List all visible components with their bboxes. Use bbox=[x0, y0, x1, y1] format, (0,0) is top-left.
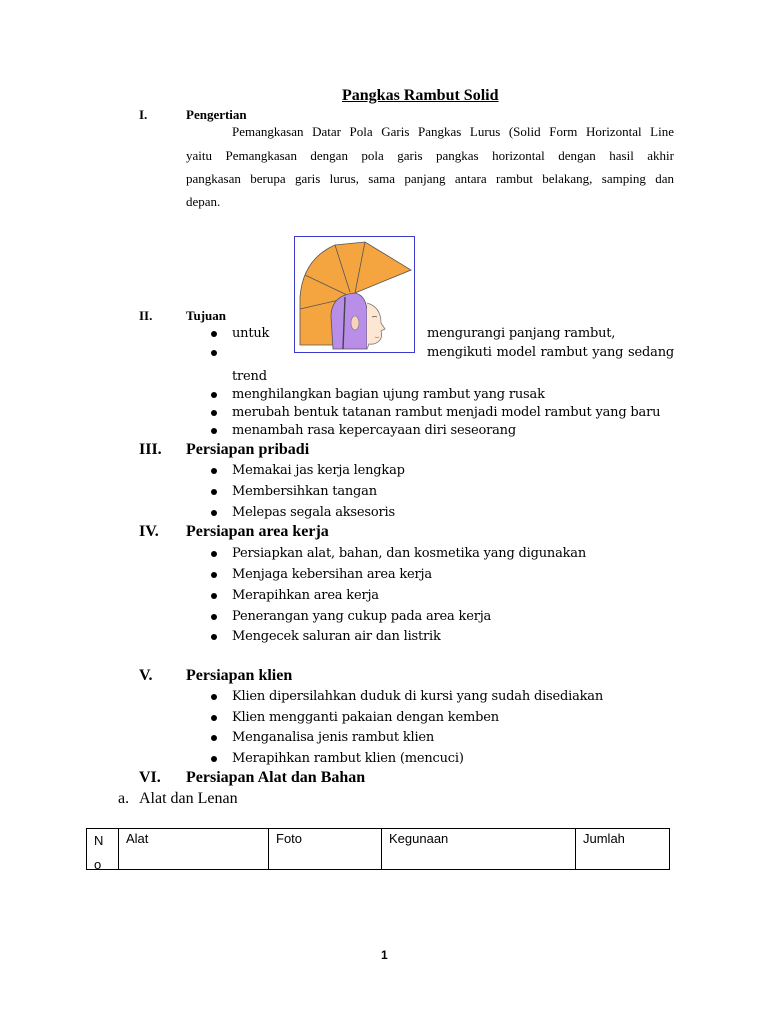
client-prep-item-2: Klien mengganti pakaian dengan kemben bbox=[232, 710, 499, 725]
workarea-item-4: Penerangan yang cukup pada area kerja bbox=[232, 609, 492, 624]
bullet-icon bbox=[211, 593, 217, 599]
section-6-number: VI. bbox=[139, 769, 161, 786]
subsection-a-number: a. bbox=[118, 790, 130, 807]
table-header-no: N o bbox=[87, 829, 119, 869]
bullet-icon bbox=[211, 392, 217, 398]
workarea-item-2: Menjaga kebersihan area kerja bbox=[232, 567, 432, 582]
bullet-icon bbox=[211, 410, 217, 416]
bullet-icon bbox=[211, 489, 217, 495]
definition-line-2: yaitu Pemangkasan dengan pola garis pangkas horizontal dengan hasil akhir bbox=[186, 148, 674, 163]
purpose-item-2-right: mengikuti model rambut yang sedang bbox=[427, 345, 674, 360]
bullet-icon bbox=[211, 510, 217, 516]
section-2-heading: Tujuan bbox=[186, 308, 226, 323]
page-title: Pangkas Rambut Solid bbox=[342, 87, 499, 104]
workarea-item-5: Mengecek saluran air dan listrik bbox=[232, 629, 441, 644]
table-header-jumlah: Jumlah bbox=[583, 831, 625, 846]
bullet-icon bbox=[211, 551, 217, 557]
haircut-illustration bbox=[294, 236, 415, 353]
section-3-number: III. bbox=[139, 441, 162, 458]
workarea-item-3: Merapihkan area kerja bbox=[232, 588, 379, 603]
bullet-icon bbox=[211, 756, 217, 762]
solid-haircut-diagram bbox=[295, 237, 414, 352]
client-prep-item-3: Menganalisa jenis rambut klien bbox=[232, 730, 435, 745]
personal-prep-item-2: Membersihkan tangan bbox=[232, 484, 377, 499]
purpose-item-5: menambah rasa kepercayaan diri seseorang bbox=[232, 423, 516, 438]
section-4-heading: Persiapan area kerja bbox=[186, 523, 329, 540]
client-prep-item-4: Merapihkan rambut klien (mencuci) bbox=[232, 751, 464, 766]
subsection-a-heading: Alat dan Lenan bbox=[139, 790, 238, 807]
workarea-item-1: Persiapkan alat, bahan, dan kosmetika yang digunakan bbox=[232, 546, 587, 561]
purpose-item-4: merubah bentuk tatanan rambut menjadi model rambut yang baru bbox=[232, 405, 661, 420]
personal-prep-item-3: Melepas segala aksesoris bbox=[232, 505, 395, 520]
purpose-item-1-right: mengurangi panjang rambut, bbox=[427, 326, 616, 341]
bullet-icon bbox=[211, 331, 217, 337]
section-5-number: V. bbox=[139, 667, 153, 684]
bullet-icon bbox=[211, 634, 217, 640]
bullet-icon bbox=[211, 715, 217, 721]
section-1-heading: Pengertian bbox=[186, 107, 247, 122]
bullet-icon bbox=[211, 694, 217, 700]
page-number: 1 bbox=[381, 948, 388, 962]
bullet-icon bbox=[211, 614, 217, 620]
table-header-alat: Alat bbox=[119, 829, 269, 869]
purpose-item-3: menghilangkan bagian ujung rambut yang rusak bbox=[232, 387, 545, 402]
purpose-item-1-left: untuk bbox=[232, 326, 270, 341]
personal-prep-item-1: Memakai jas kerja lengkap bbox=[232, 463, 405, 478]
section-6-heading: Persiapan Alat dan Bahan bbox=[186, 769, 366, 786]
table-header-foto: Foto bbox=[269, 829, 382, 869]
tools-table bbox=[86, 828, 670, 870]
section-1-number: I. bbox=[139, 107, 148, 122]
bullet-icon bbox=[211, 468, 217, 474]
section-3-heading: Persiapan pribadi bbox=[186, 441, 310, 458]
bullet-icon bbox=[211, 428, 217, 434]
bullet-icon bbox=[211, 350, 217, 356]
bullet-icon bbox=[211, 572, 217, 578]
definition-line-1: Pemangkasan Datar Pola Garis Pangkas Lurus (Solid Form Horizontal Line bbox=[232, 124, 674, 139]
table-header-kegunaan: Kegunaan bbox=[382, 829, 576, 869]
definition-line-4: depan. bbox=[186, 194, 221, 209]
section-5-heading: Persiapan klien bbox=[186, 667, 293, 684]
client-prep-item-1: Klien dipersilahkan duduk di kursi yang sudah disediakan bbox=[232, 689, 604, 704]
definition-line-3: pangkasan berupa garis lurus, sama panjang antara rambut belakang, samping dan bbox=[186, 171, 674, 186]
bullet-icon bbox=[211, 735, 217, 741]
section-2-number: II. bbox=[139, 308, 153, 323]
purpose-item-2-cont: trend bbox=[232, 369, 267, 384]
section-4-number: IV. bbox=[139, 523, 159, 540]
